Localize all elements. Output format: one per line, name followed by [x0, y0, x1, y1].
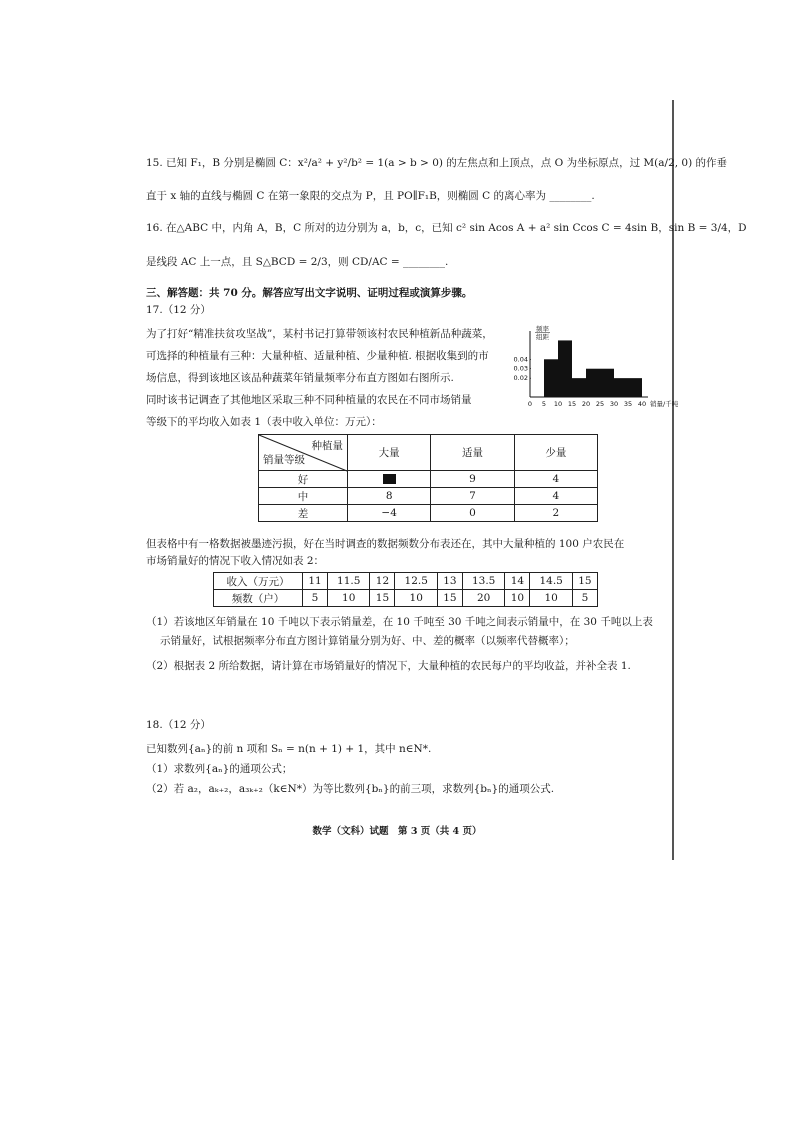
table1-col-header: 少量 — [514, 435, 597, 471]
table1-row-label: 中 — [259, 488, 348, 505]
q17-para4: 同时该书记调查了其他地区采取三种不同种植量的农民在不同市场销量 — [146, 394, 472, 406]
q16-line1: 16. 在△ABC 中，内角 A，B，C 所对的边分别为 a，b，c，已知 c² sin Acos A + a² sin Ccos C = 4sin B，sin B = 3/4，D — [146, 222, 747, 234]
y-axis-label: 组距 — [536, 333, 549, 341]
income-table-1 — [258, 434, 598, 522]
table1-col-header: 适量 — [431, 435, 514, 471]
y-axis-label: 频率 — [536, 325, 549, 333]
table2-cell: 10 — [505, 590, 530, 607]
q17-para6: 但表格中有一格数据被墨迹污损，好在当时调查的数据频数分布表还在，其中大量种植的 100 户农民在 — [146, 538, 625, 550]
table1-cell: 9 — [431, 471, 514, 488]
q15-line1: 15. 已知 F₁，B 分别是椭圆 C：x²/a² + y²/b² = 1(a > b > 0) 的左焦点和上顶点，点 O 为坐标原点，过 M(a/2, 0) 的作垂 — [146, 157, 728, 169]
q17-para7: 市场销量好的情况下收入情况如表 2： — [146, 555, 325, 567]
table1-cell: 4 — [514, 471, 597, 488]
margin-line — [672, 100, 674, 860]
table2-cell: 10 — [328, 590, 370, 607]
q17-sub1-line2: 示销量好，试根据频率分布直方图计算销量分别为好、中、差的概率（以频率代替概率）； — [160, 635, 575, 647]
table1-smudged-cell — [348, 471, 431, 488]
frequency-histogram — [513, 325, 680, 420]
x-tick-label: 20 — [581, 400, 591, 408]
histogram-bar — [544, 359, 558, 397]
q18-para1: 已知数列{aₙ}的前 n 项和 Sₙ = n(n + 1) + 1，其中 n∈N*. — [146, 743, 432, 755]
q17-para1: 为了打好“精准扶贫攻坚战”，某村书记打算带领该村农民种植新品种蔬菜， — [146, 328, 493, 340]
table1-cell: 7 — [431, 488, 514, 505]
diag-top-label: 种植量 — [311, 440, 343, 452]
histogram-bar — [586, 369, 600, 397]
x-tick-label: 15 — [567, 400, 577, 408]
table1-cell: 8 — [348, 488, 431, 505]
q17-sub1-line1: （1）若该地区年销量在 10 千吨以下表示销量差，在 10 千吨至 30 千吨之间表示销量中，在 30 千吨以上表 — [146, 616, 653, 628]
x-tick-label: 0 — [527, 400, 533, 408]
table1-row-label: 好 — [259, 471, 348, 488]
table2-cell: 12.5 — [395, 573, 437, 590]
x-tick-label: 10 — [553, 400, 563, 408]
table1-row-label: 差 — [259, 505, 348, 522]
table1-cell: −4 — [348, 505, 431, 522]
table2-cell: 10 — [530, 590, 572, 607]
table2-cell: 10 — [395, 590, 437, 607]
y-tick-label: 0.02 — [513, 374, 528, 383]
histogram-bar — [572, 378, 586, 397]
x-tick-label: 25 — [595, 400, 605, 408]
ink-blot — [383, 474, 396, 484]
q17-sub2: （2）根据表 2 所给数据，请计算在市场销量好的情况下，大量种植的农民每户的平均收益，并补全表 1. — [146, 660, 631, 672]
q16-line2: 是线段 AC 上一点，且 S△BCD = 2/3，则 CD/AC = ________. — [146, 256, 449, 268]
q15-line2: 直于 x 轴的直线与椭圆 C 在第一象限的交点为 P，且 PO∥F₁B，则椭圆 C 的离心率为 ________. — [146, 190, 595, 202]
histogram-bar — [558, 340, 572, 397]
table2-cell: 15 — [437, 590, 462, 607]
diag-bottom-label: 销量等级 — [263, 454, 305, 466]
table2-cell: 5 — [572, 590, 597, 607]
table2-cell: 13 — [437, 573, 462, 590]
table2-cell: 12 — [370, 573, 395, 590]
y-tick-label: 0.04 — [513, 355, 528, 364]
y-tick-label: 0.03 — [513, 364, 528, 373]
table2-cell: 20 — [462, 590, 504, 607]
x-tick-label: 30 — [609, 400, 619, 408]
histogram-bar — [600, 369, 614, 397]
histogram-bar — [628, 378, 642, 397]
table2-cell: 15 — [572, 573, 597, 590]
x-tick-label: 5 — [541, 400, 547, 408]
q18-sub2: （2）若 a₂，aₖ₊₂，a₃ₖ₊₂（k∈N*）为等比数列{bₙ}的前三项，求数列{bₙ}的通项公式. — [146, 783, 555, 795]
q17-heading: 17.（12 分） — [146, 304, 211, 316]
table2-cell: 14.5 — [530, 573, 572, 590]
table1-cell: 2 — [514, 505, 597, 522]
q18-sub1: （1）求数列{aₙ}的通项公式； — [146, 763, 293, 775]
table1-cell: 0 — [431, 505, 514, 522]
table2-row-label: 频数（户） — [214, 590, 303, 607]
table2-cell: 11.5 — [328, 573, 370, 590]
x-axis-label: 销量/千吨 — [650, 400, 679, 408]
table2-cell: 14 — [505, 573, 530, 590]
q17-para5: 等级下的平均收入如表 1（表中收入单位：万元）： — [146, 416, 382, 428]
income-table-2 — [213, 572, 598, 607]
page-footer: 数学（文科）试题 第 3 页（共 4 页） — [312, 826, 482, 837]
table1-col-header: 大量 — [348, 435, 431, 471]
table2-cell: 15 — [370, 590, 395, 607]
x-tick-label: 40 — [637, 400, 647, 408]
table2-cell: 5 — [303, 590, 328, 607]
table2-row-label: 收入（万元） — [214, 573, 303, 590]
histogram-bar — [614, 378, 628, 397]
table1-diagonal-header — [259, 435, 348, 471]
q17-para3: 场信息，得到该地区该品种蔬菜年销量频率分布直方图如右图所示. — [146, 372, 454, 384]
x-tick-label: 35 — [623, 400, 633, 408]
q18-heading: 18.（12 分） — [146, 719, 211, 731]
table1-cell: 4 — [514, 488, 597, 505]
table2-cell: 11 — [303, 573, 328, 590]
section-3-heading: 三、解答题：共 70 分。解答应写出文字说明、证明过程或演算步骤。 — [146, 287, 473, 299]
table2-cell: 13.5 — [462, 573, 504, 590]
q17-para2: 可选择的种植量有三种：大量种植、适量种植、少量种植. 根据收集到的市 — [146, 350, 489, 362]
